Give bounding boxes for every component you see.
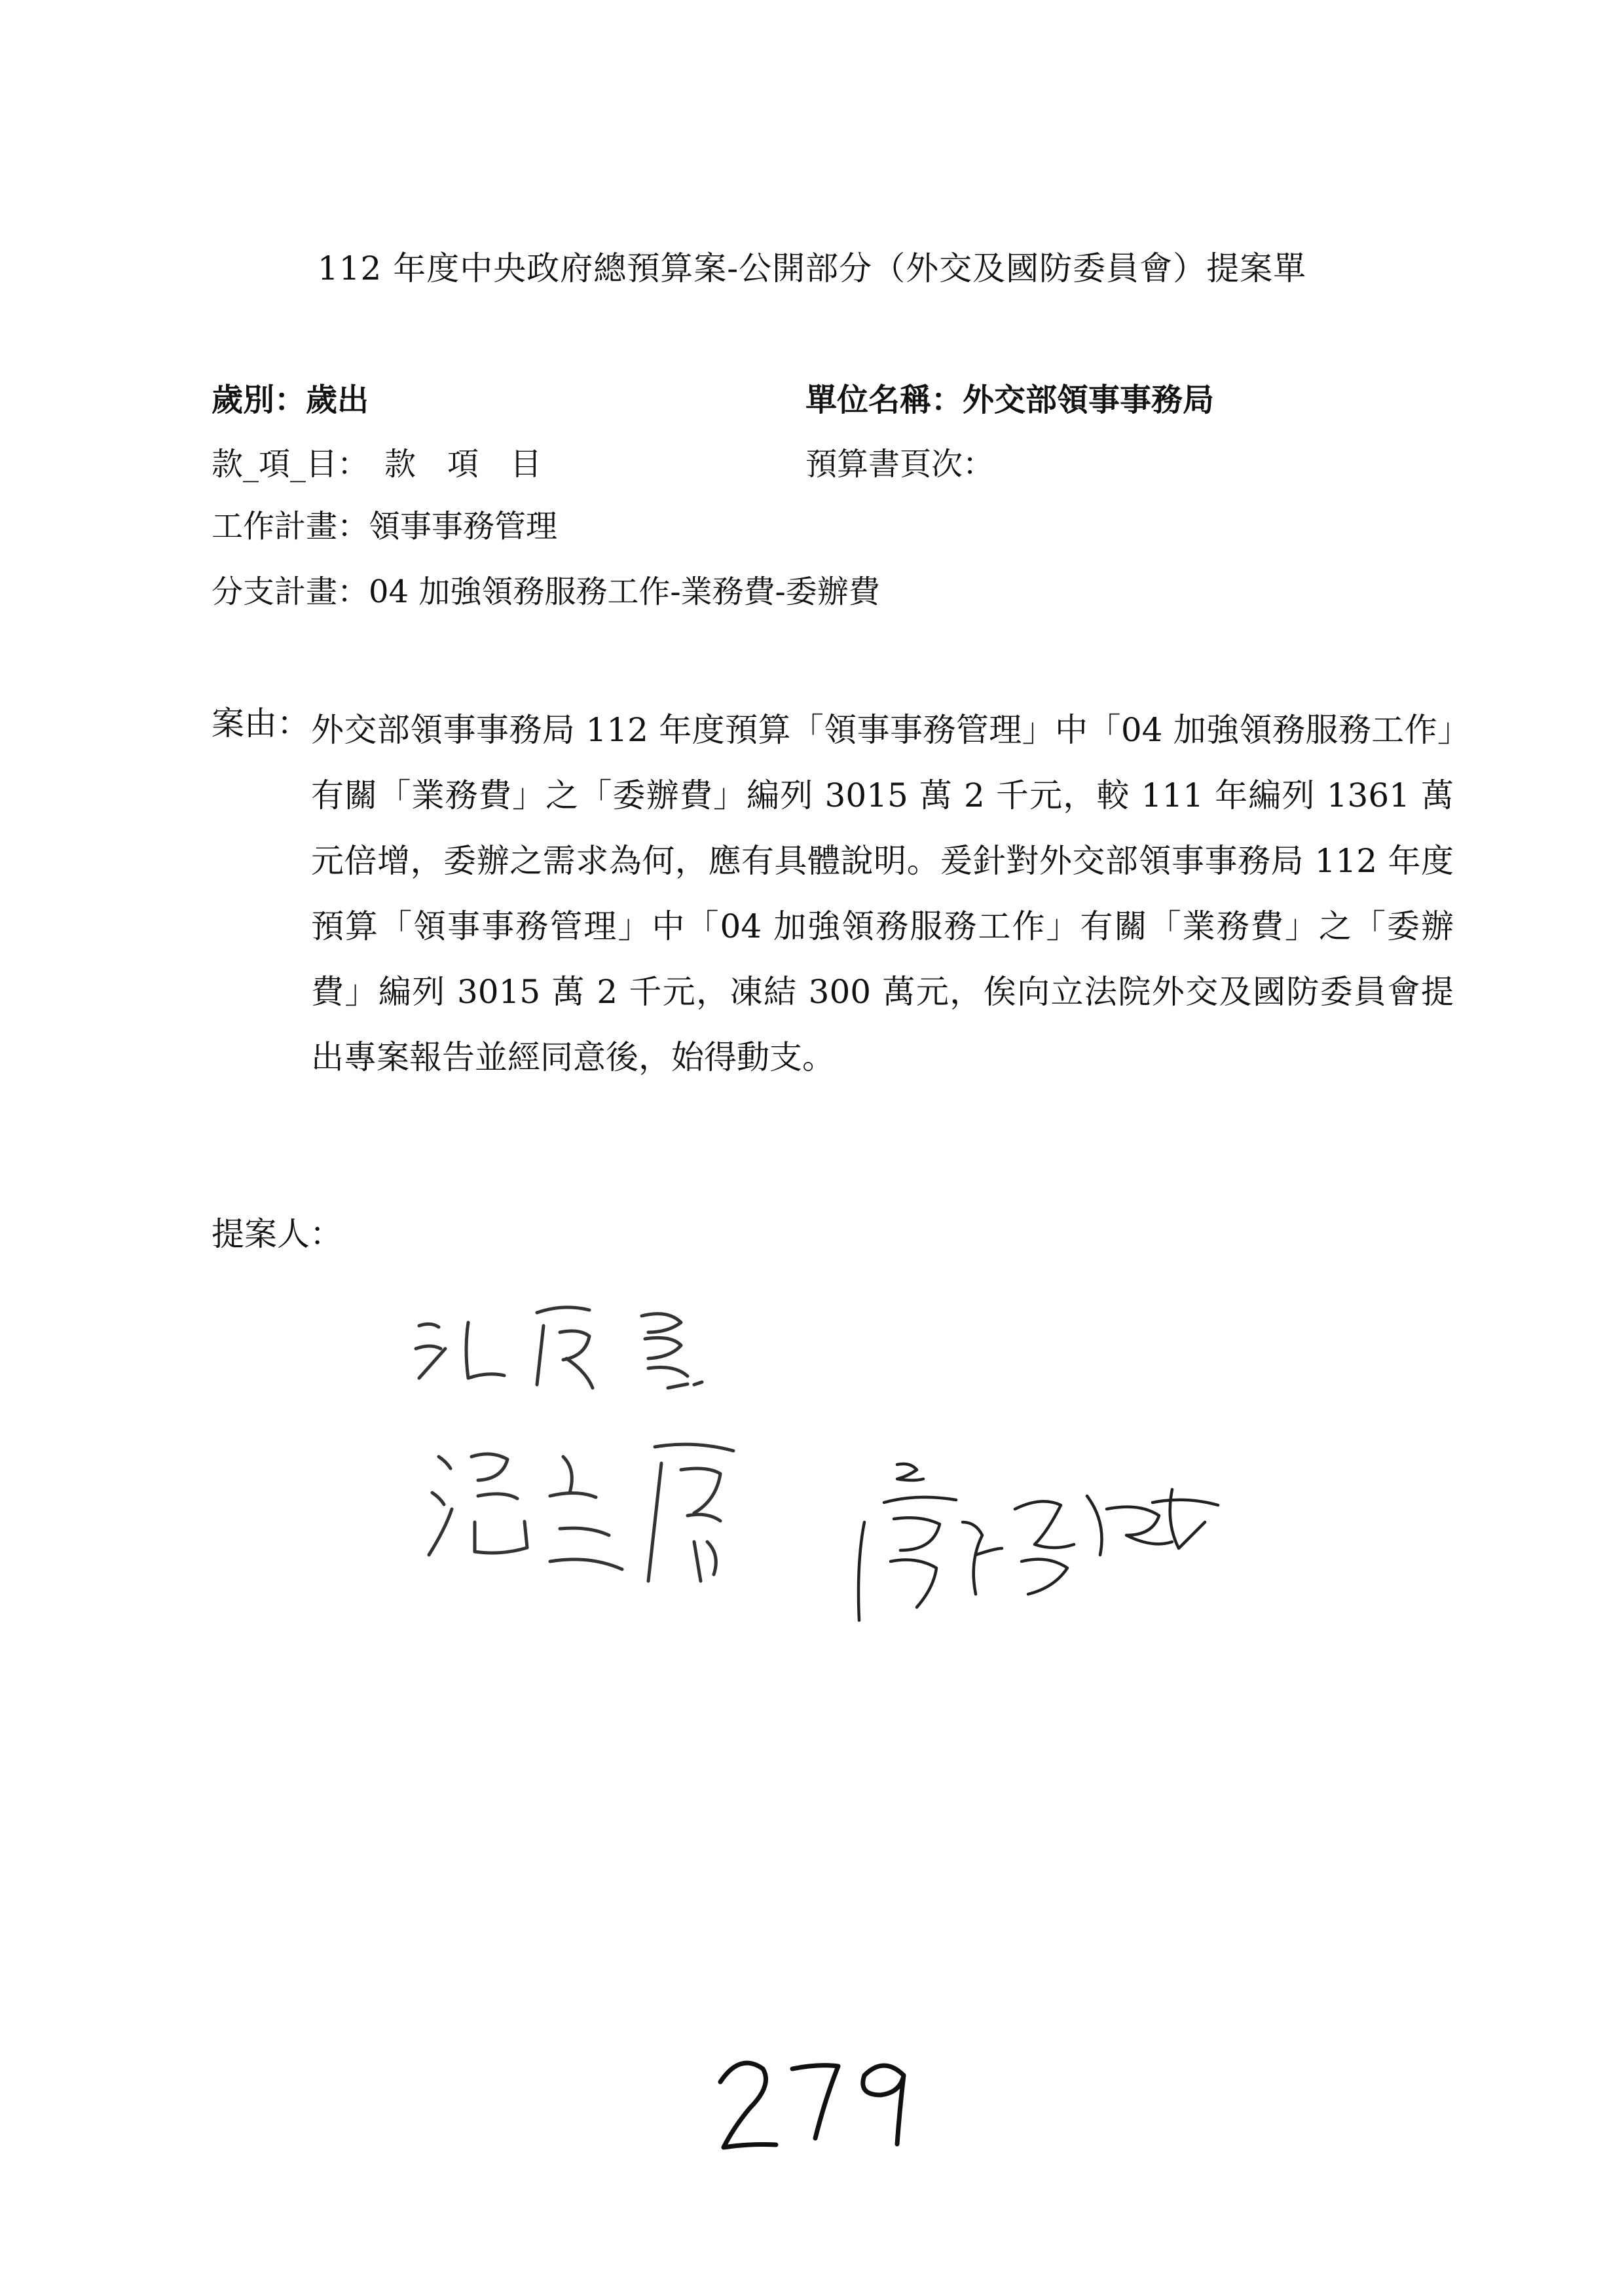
item-field: 款_項_目： 款 項 目 — [212, 446, 542, 483]
work-plan-field: 工作計畫：領事事務管理 — [212, 508, 558, 545]
category-field: 歲別：歲出 — [212, 382, 369, 418]
handwritten-page-number — [707, 2036, 943, 2154]
budget-page-field: 預算書頁次： — [805, 446, 995, 483]
document-title: 112 年度中央政府總預算案-公開部分（外交及國防委員會）提案單 — [317, 249, 1307, 287]
sub-plan-field: 分支計畫：04 加強領務服務工作-業務費-委辦費 — [212, 574, 880, 610]
proposer-label: 提案人： — [212, 1215, 342, 1253]
signature-liao — [845, 1457, 1238, 1627]
reason-text: 外交部領事事務局 112 年度預算「領事事務管理」中「04 加強領務服務工作」有關「業務費」之「委辦費」編列 3015 萬 2 千元，較 111 年編列 1361 萬元倍增，委辦之需求為何，應有具體說明。爰針對外交部領事事務局 112 年度預算「領事事務管理」中「04 加強領務服務工作」有關「業務費」之「委辦費」編列 3015 萬 2 千元，凍結 300 萬元，俟向立法院外交及國防委員會提出專案報告並經同意後，始得動支。 — [311, 711, 1454, 1076]
reason-label: 案由： — [212, 704, 310, 742]
signature-jiang — [406, 1286, 747, 1417]
unit-name-field: 單位名稱：外交部領事事務局 — [805, 382, 1215, 418]
signature-wen — [419, 1430, 786, 1601]
